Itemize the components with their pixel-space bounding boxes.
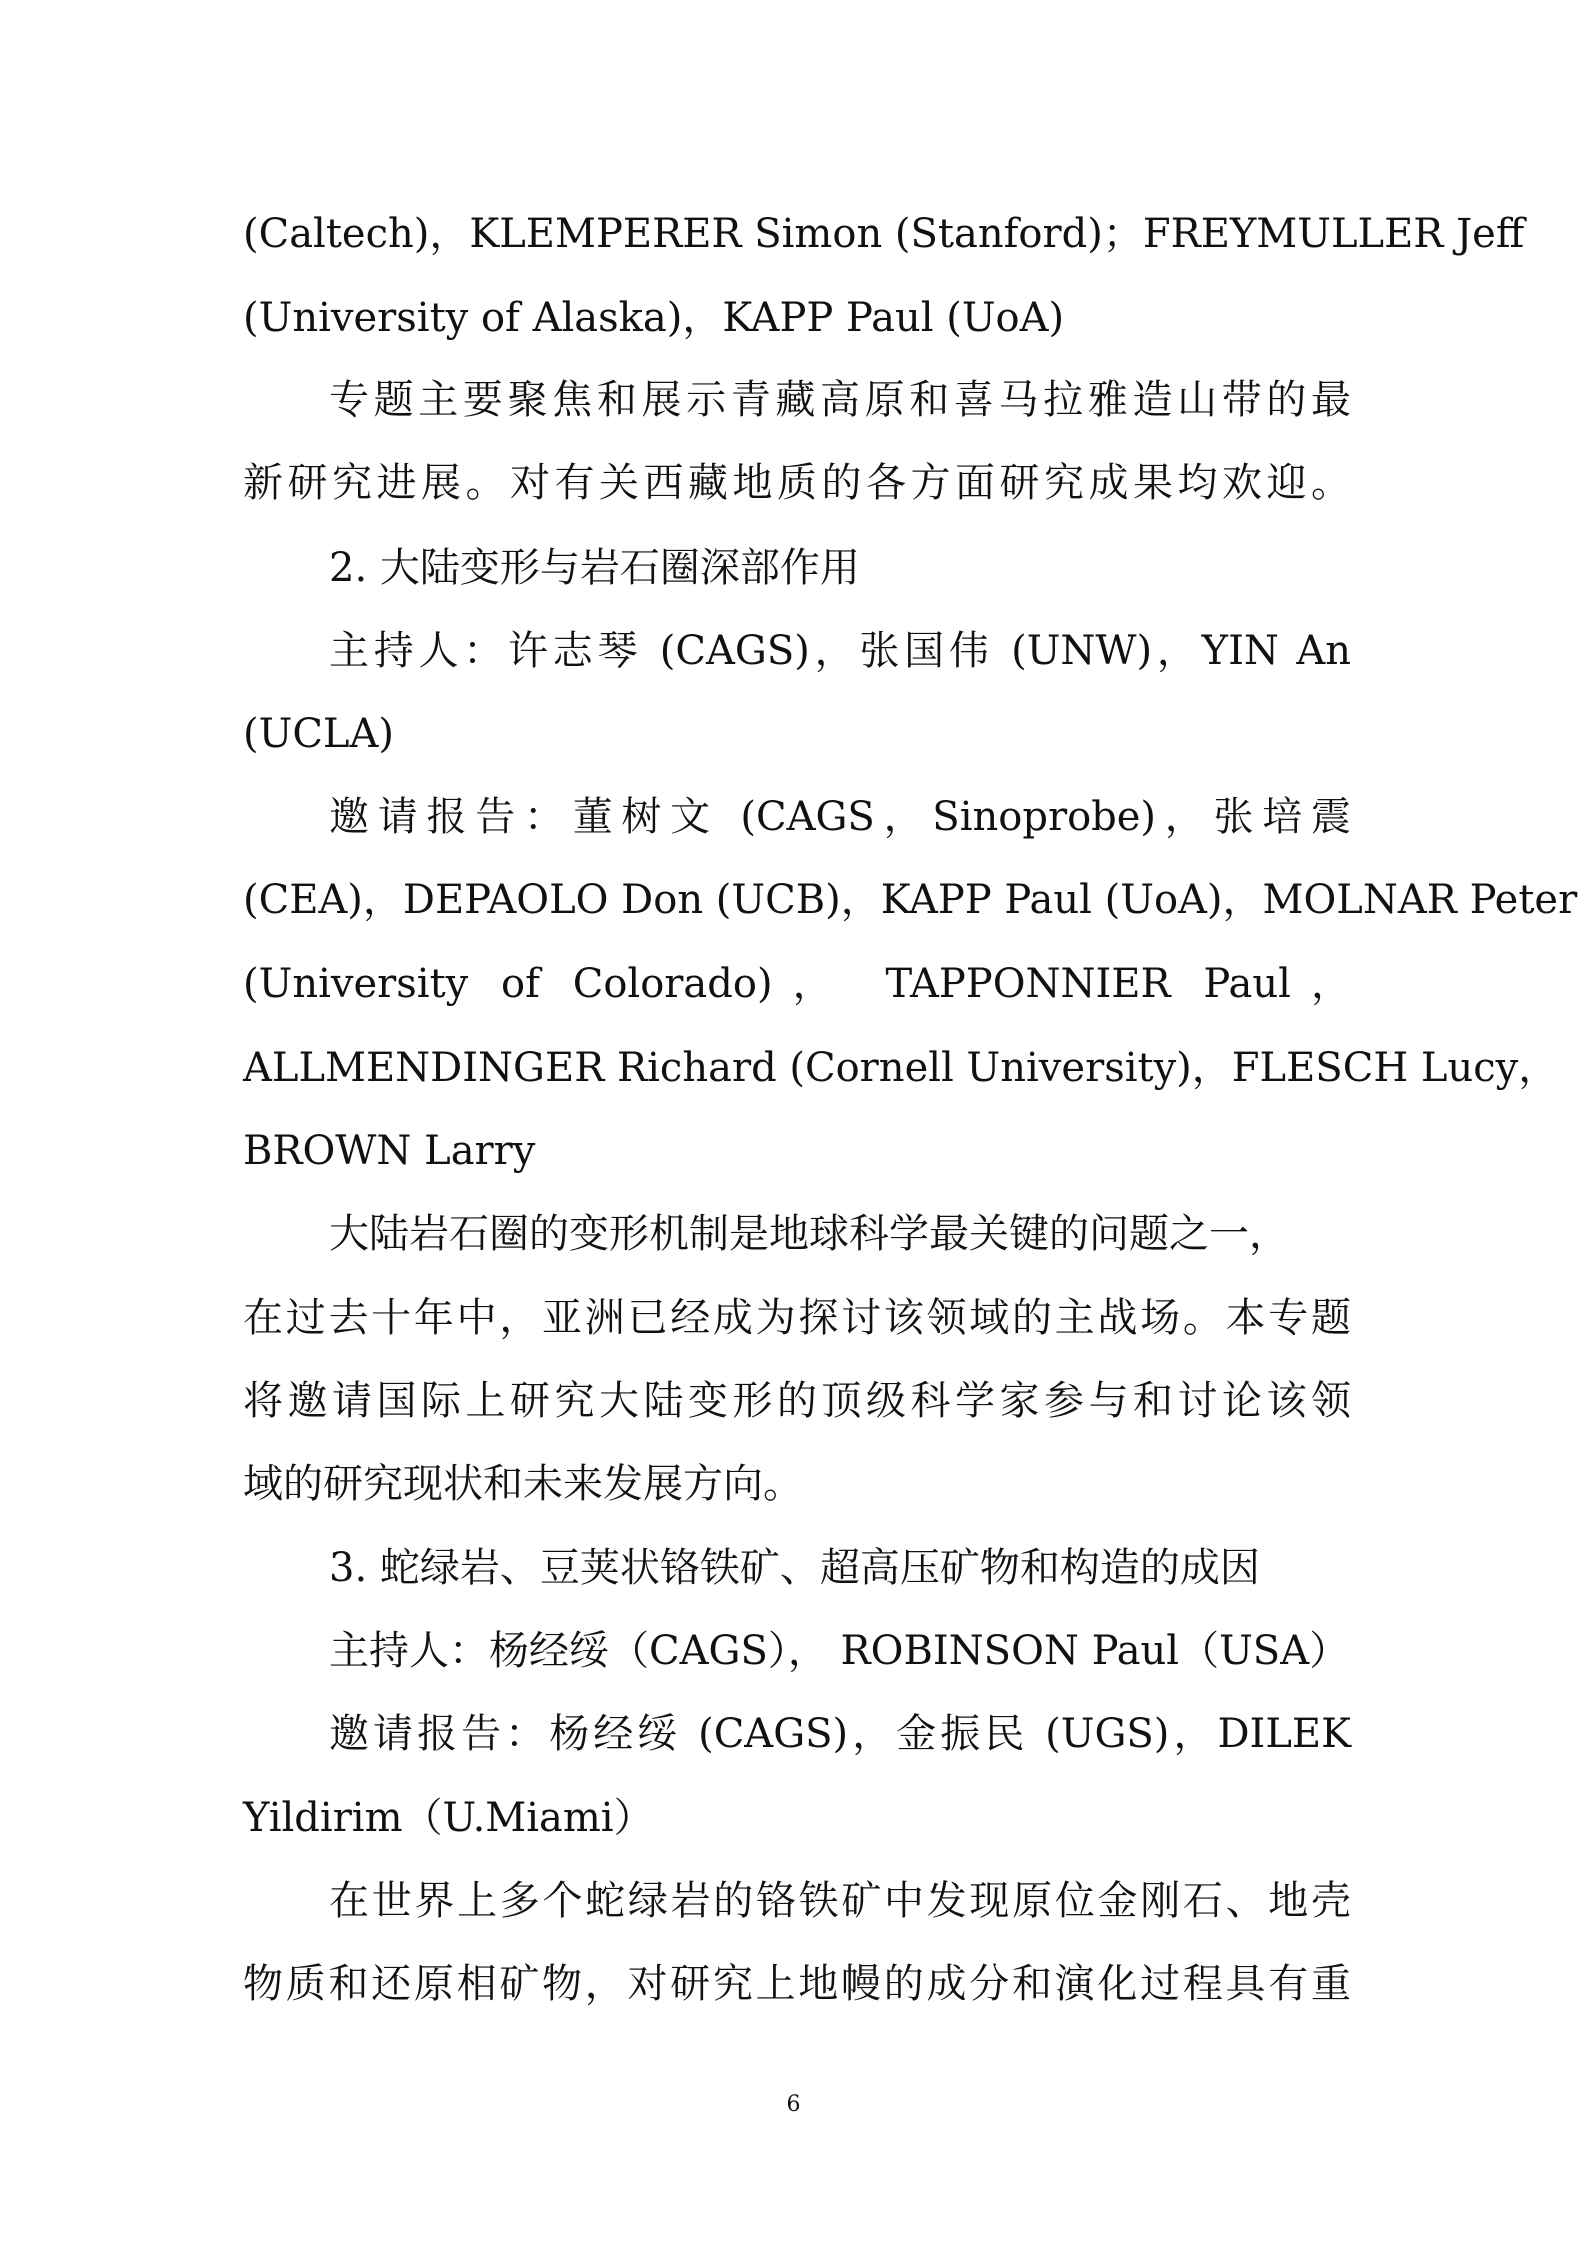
text-line-8: 邀请报告：董树文 (CAGS，Sinoprobe)，张培震 [329,794,1351,840]
text-line-10: (University of Colorado)， TAPPONNIER Paul， [243,961,1351,1007]
text-line-1: (Caltech)，KLEMPERER Simon (Stanford)；FREYMULLER Jeff [243,211,1525,257]
text-line-3: 专题主要聚焦和展示青藏高原和喜马拉雅造山带的最 [329,377,1351,423]
section-heading-3: 3. 蛇绿岩、豆荚状铬铁矿、超高压矿物和构造的成因 [329,1545,1260,1591]
text-line-16: 域的研究现状和未来发展方向。 [243,1461,803,1507]
text-line-15: 将邀请国际上研究大陆变形的顶级科学家参与和讨论该领 [243,1378,1351,1424]
section-heading-2: 2. 大陆变形与岩石圈深部作用 [329,545,860,591]
page-number: 6 [786,2092,801,2117]
text-line-9: (CEA)，DEPAOLO Don (UCB)，KAPP Paul (UoA)，MOLNAR Peter [243,877,1578,923]
text-line-22: 物质和还原相矿物，对研究上地幔的成分和演化过程具有重 [243,1961,1351,2007]
text-line-19: 邀请报告：杨经绥 (CAGS)，金振民 (UGS)，DILEK [329,1711,1351,1757]
text-line-21: 在世界上多个蛇绿岩的铬铁矿中发现原位金刚石、地壳 [329,1878,1351,1924]
text-line-13: 大陆岩石圈的变形机制是地球科学最关键的问题之一， [329,1211,1289,1257]
text-line-2: (University of Alaska)，KAPP Paul (UoA) [243,295,1065,341]
text-line-11: ALLMENDINGER Richard (Cornell University)，FLESCH Lucy， [243,1045,1559,1091]
text-line-12: BROWN Larry [243,1128,536,1174]
text-line-6: 主持人：许志琴 (CAGS)，张国伟 (UNW)，YIN An [329,628,1351,674]
text-line-14: 在过去十年中，亚洲已经成为探讨该领域的主战场。本专题 [243,1295,1351,1341]
text-line-7: (UCLA) [243,711,394,757]
text-line-20: Yildirim（U.Miami） [243,1795,654,1841]
text-line-4: 新研究进展。对有关西藏地质的各方面研究成果均欢迎。 [243,460,1351,506]
text-line-18: 主持人：杨经绥（CAGS）， ROBINSON Paul（USA） [329,1628,1350,1674]
